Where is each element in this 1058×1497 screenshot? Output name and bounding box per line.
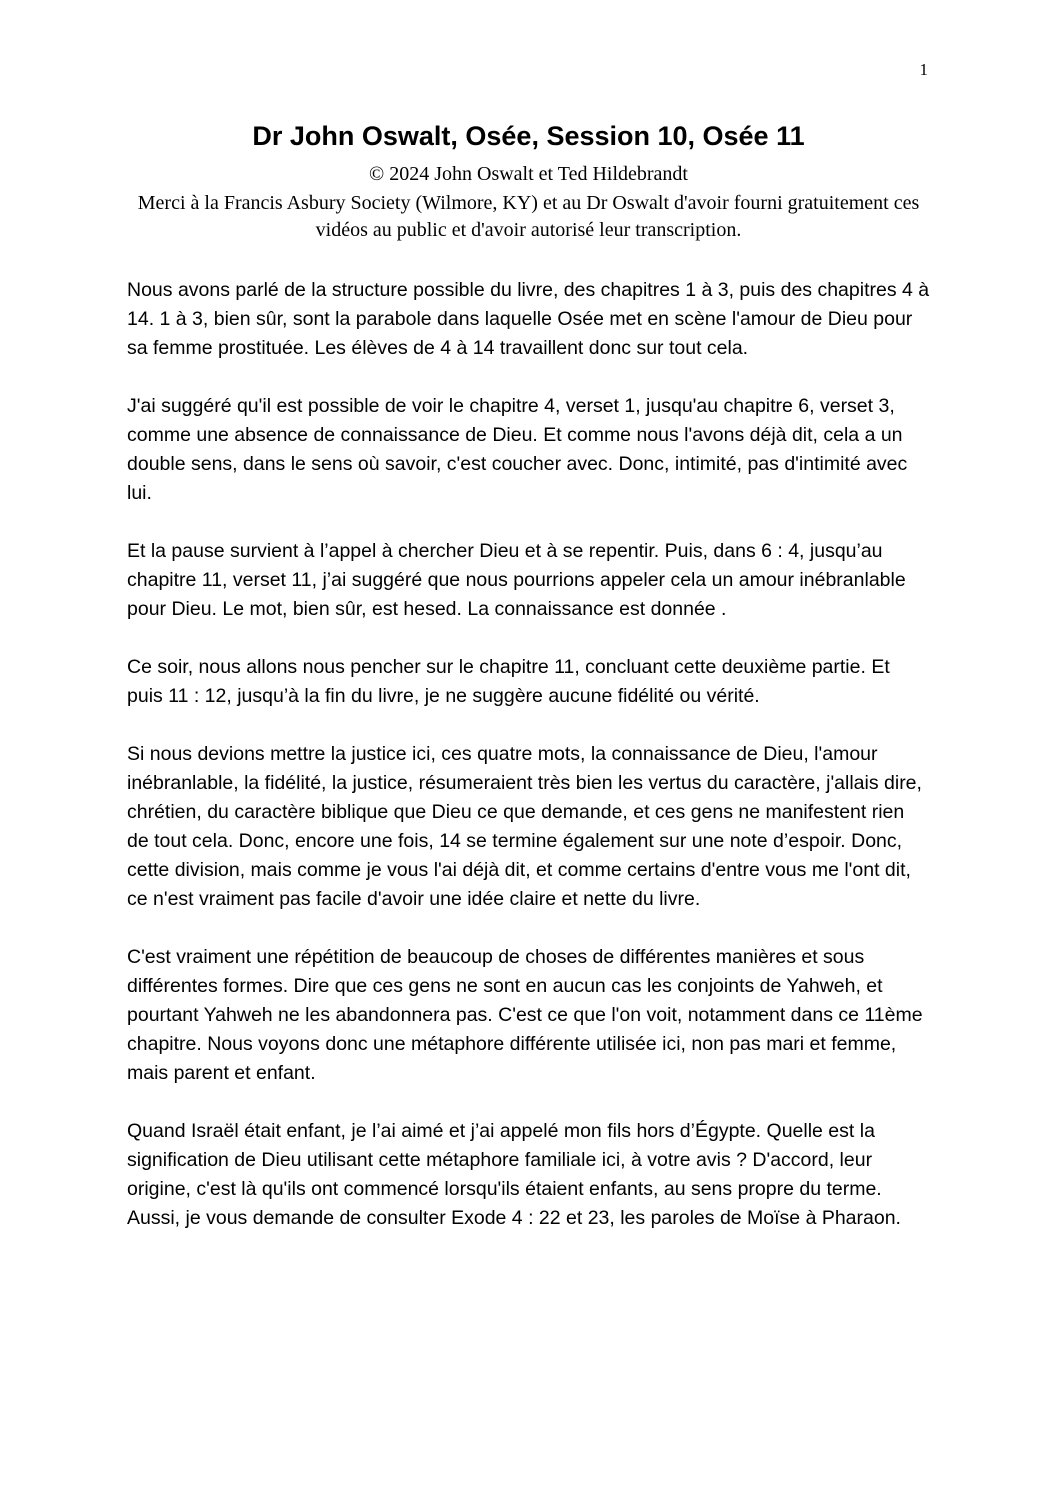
paragraph: Et la pause survient à l’appel à chercher Dieu et à se repentir. Puis, dans 6 : 4, jusqu’au chapitre 11, verset 11, j’ai suggéré que nous pourrions appeler cela un amour inébranlable pour Dieu. Le mot, bien sûr, est hesed. La connaissance est donnée .	[127, 539, 906, 620]
page-number: 1	[919, 60, 928, 79]
paragraph: C'est vraiment une répétition de beaucoup de choses de différentes manières et sous différentes formes. Dire que ces gens ne sont en aucun cas les conjoints de Yahweh, et pourtant Yahweh ne les abandonnera pas. C'est ce que l'on voit, notamment dans ce 11ème chapitre. Nous voyons donc une métaphore différente utilisée ici, non pas mari et femme, mais parent et enfant.	[127, 945, 923, 1084]
document-title: Dr John Oswalt, Osée, Session 10, Osée 11	[252, 121, 805, 151]
paragraph: Ce soir, nous allons nous pencher sur le chapitre 11, concluant cette deuxième partie. Et puis 11 : 12, jusqu’à la fin du livre, je ne suggère aucune fidélité ou vérité.	[127, 655, 890, 707]
paragraph: Quand Israël était enfant, je l’ai aimé et j’ai appelé mon fils hors d’Égypte. Quelle est la signification de Dieu utilisant cette métaphore familiale ici, à votre avis ? D'accord, leur origine, c'est là qu'ils ont commencé lorsqu'ils étaient enfants, au sens propre du terme. Aussi, je vous demande de consulter Exode 4 : 22 et 23, les paroles de Moïse à Pharaon.	[127, 1119, 901, 1229]
credit-line: Merci à la Francis Asbury Society (Wilmore, KY) et au Dr Oswalt d'avoir fourni gratuitement ces vidéos au public et d'avoir autorisé leur transcription.	[137, 191, 920, 241]
paragraph: Si nous devions mettre la justice ici, ces quatre mots, la connaissance de Dieu, l'amour inébranlable, la fidélité, la justice, résumeraient très bien les vertus du caractère, j'allais dire, chrétien, du caractère biblique que Dieu ce que demande, et ces gens ne manifestent rien de tout cela. Donc, encore une fois, 14 se termine également sur une note d’espoir. Donc, cette division, mais comme je vous l'ai déjà dit, et comme certains d'entre vous me l'ont dit, ce n'est vraiment pas facile d'avoir une idée claire et nette du livre.	[127, 742, 922, 910]
paragraph: Nous avons parlé de la structure possible du livre, des chapitres 1 à 3, puis des chapitres 4 à 14. 1 à 3, bien sûr, sont la parabole dans laquelle Osée met en scène l'amour de Dieu pour sa femme prostituée. Les élèves de 4 à 14 travaillent donc sur tout cela.	[127, 278, 930, 359]
copyright-line: © 2024 John Oswalt et Ted Hildebrandt	[369, 162, 688, 185]
paragraph: J'ai suggéré qu'il est possible de voir le chapitre 4, verset 1, jusqu'au chapitre 6, verset 3, comme une absence de connaissance de Dieu. Et comme nous l'avons déjà dit, cela a un double sens, dans le sens où savoir, c'est coucher avec. Donc, intimité, pas d'intimité avec lui.	[127, 394, 908, 504]
document-body	[127, 276, 930, 1233]
